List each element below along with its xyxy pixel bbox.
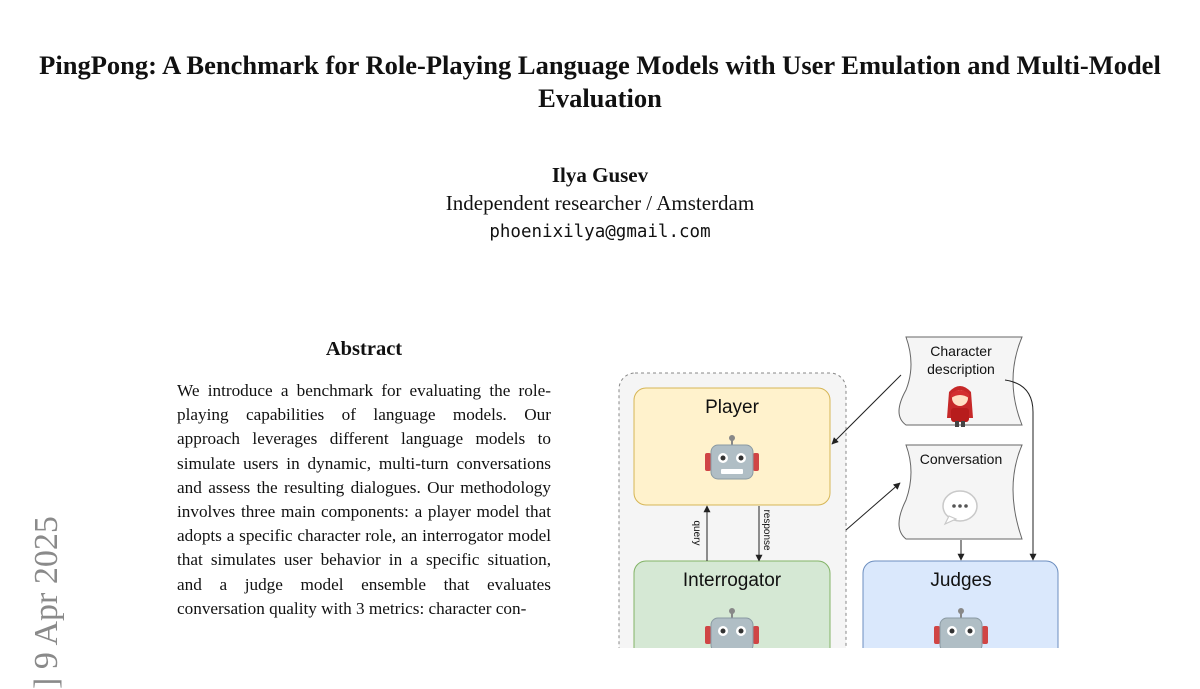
character-label-line2: description bbox=[927, 361, 995, 377]
author-email: phoenixilya@gmail.com bbox=[489, 222, 711, 242]
author-name: Ilya Gusev bbox=[551, 163, 649, 187]
interrogator-label: Interrogator bbox=[682, 570, 782, 591]
judges-label: Judges bbox=[930, 570, 992, 591]
query-label: query bbox=[691, 520, 702, 546]
response-label: response bbox=[761, 509, 772, 551]
conversation-label: Conversation bbox=[919, 451, 1003, 467]
arxiv-side-stamp: ] 9 Apr 2025 bbox=[28, 516, 65, 689]
abstract-text: We introduce a benchmark for evaluating the role-playing capabilities of language models. Our approach leverages different language models to simulate users in dynamic, multi-turn conversations and assess the resulting dialogues. Our methodology involves three main components: a player model that adopts a specific character role, an interrogator model that simulates user behavior in a specific situation, and a judge model ensemble that evaluates conversation quality with 3 metrics: character con- bbox=[177, 381, 551, 618]
character-label-line1: Character bbox=[930, 343, 992, 359]
group-to-conversation-arrow bbox=[846, 483, 900, 530]
system-diagram bbox=[600, 330, 1080, 648]
paper-title: PingPong: A Benchmark for Role-Playing Language Models with User Emulation and Multi-Model Evaluation bbox=[39, 50, 1161, 113]
abstract-heading: Abstract bbox=[325, 338, 403, 360]
author-affiliation: Independent researcher / Amsterdam bbox=[445, 191, 755, 215]
player-label: Player bbox=[705, 397, 759, 418]
